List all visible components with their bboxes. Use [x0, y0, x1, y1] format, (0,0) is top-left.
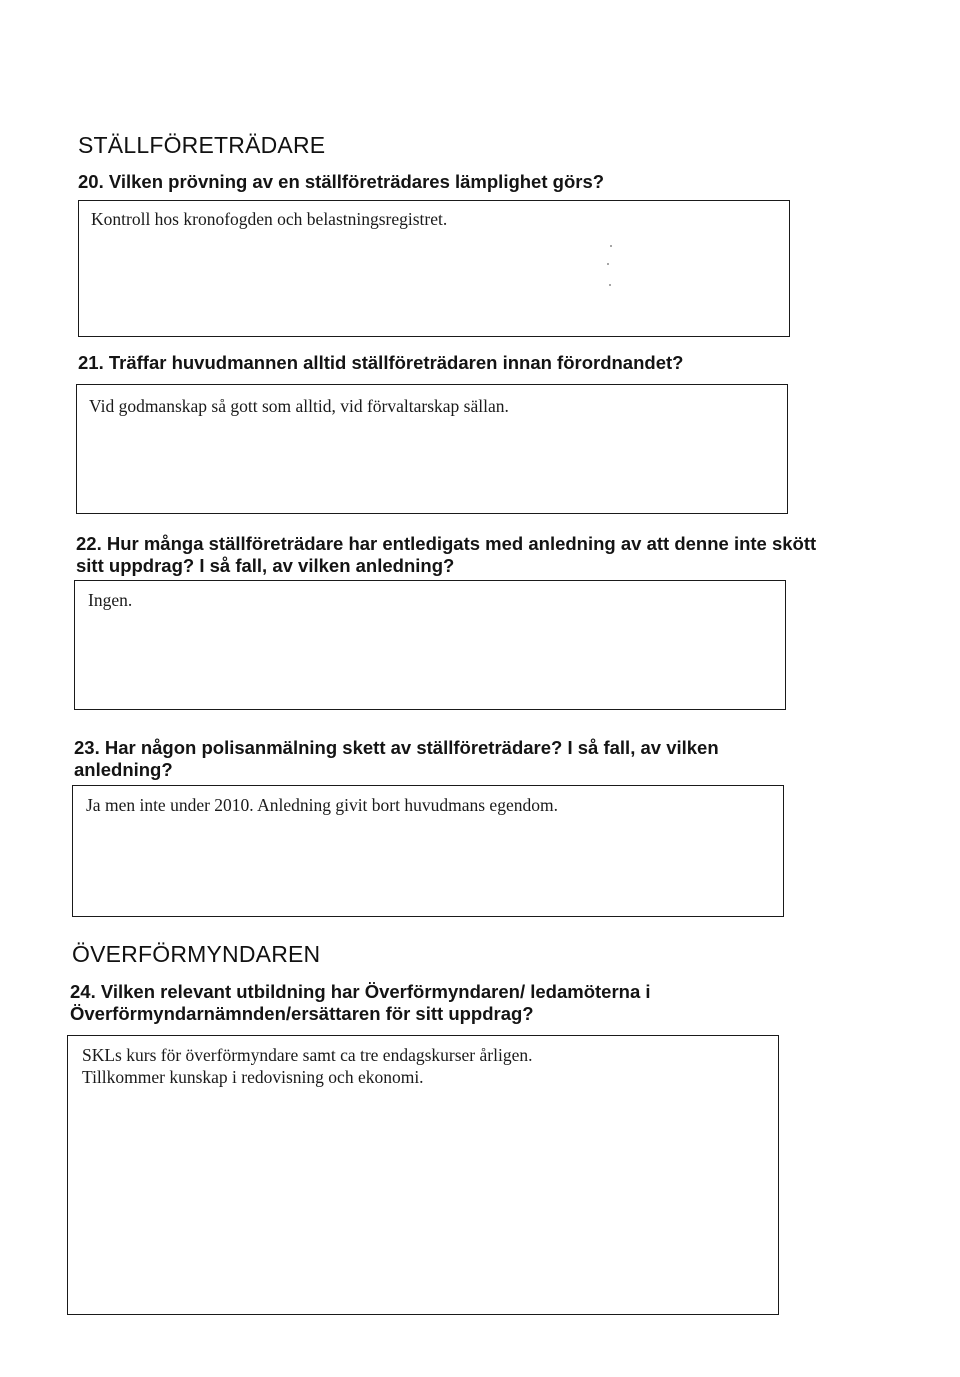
scan-speck	[609, 284, 611, 286]
section-heading-stallforetradare: STÄLLFÖRETRÄDARE	[78, 132, 326, 158]
answer-box-23	[72, 785, 784, 917]
answer-24: SKLs kurs för överförmyndare samt ca tre endagskurser årligen. Tillkommer kunskap i redovisning och ekonomi.	[82, 1045, 533, 1087]
answer-box-21	[76, 384, 788, 514]
answer-20: Kontroll hos kronofogden och belastningsregistret.	[91, 209, 448, 229]
question-20: 20. Vilken prövning av en ställföreträdares lämplighet görs?	[78, 171, 605, 192]
scan-speck	[607, 263, 609, 265]
answer-23: Ja men inte under 2010. Anledning givit bort huvudmans egendom.	[86, 795, 558, 815]
question-21: 21. Träffar huvudmannen alltid ställföreträdaren innan förordnandet?	[78, 352, 684, 373]
question-24: 24. Vilken relevant utbildning har Överförmyndaren/ ledamöterna i Överförmyndarnämnden/ersättaren för sitt uppdrag?	[70, 981, 651, 1024]
question-23: 23. Har någon polisanmälning skett av ställföreträdare? I så fall, av vilken anledning?	[74, 737, 719, 780]
section-heading-overformyndaren: ÖVERFÖRMYNDAREN	[72, 941, 321, 967]
scan-speck	[610, 245, 612, 247]
answer-box-24	[67, 1035, 779, 1315]
answer-box-22	[74, 580, 786, 710]
question-22: 22. Hur många ställföreträdare har entledigats med anledning av att denne inte skött sitt uppdrag? I så fall, av vilken anledning?	[76, 533, 817, 576]
answer-22: Ingen.	[88, 590, 133, 610]
answer-box-20	[78, 200, 790, 337]
answer-21: Vid godmanskap så gott som alltid, vid förvaltarskap sällan.	[89, 396, 509, 416]
